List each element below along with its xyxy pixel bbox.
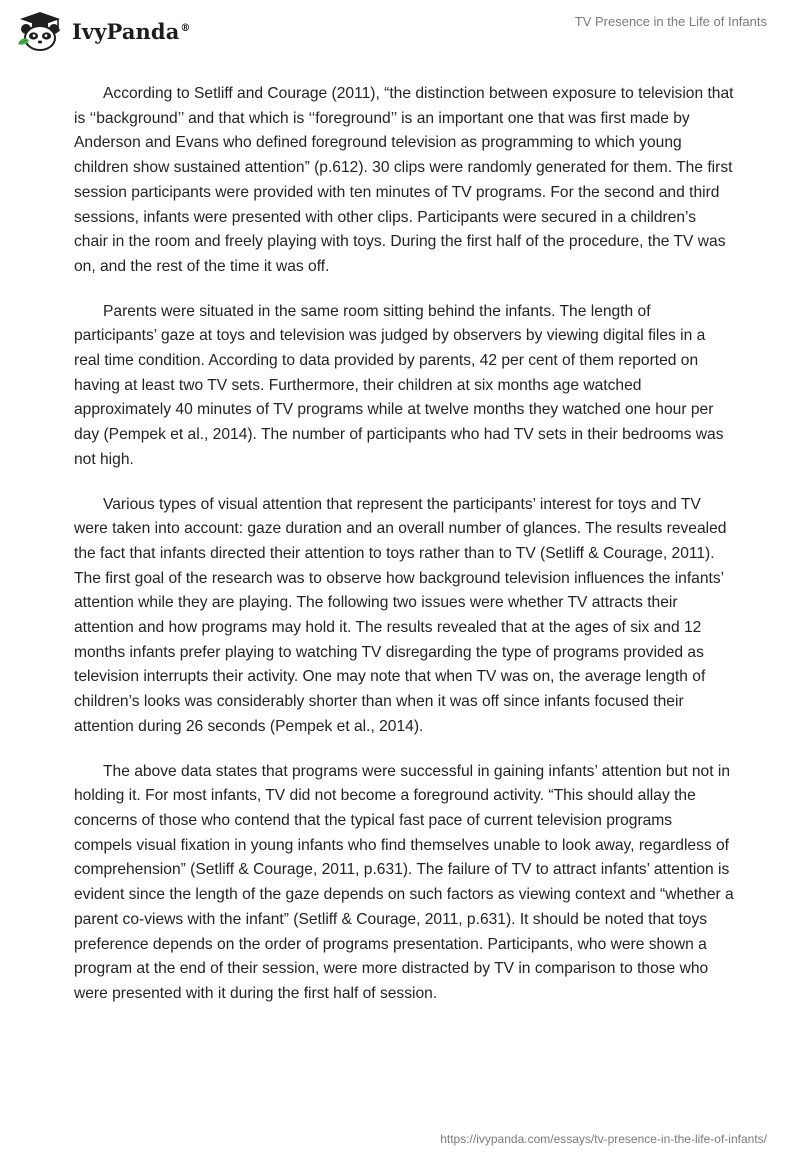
document-title: TV Presence in the Life of Infants bbox=[574, 14, 767, 29]
essay-body bbox=[74, 82, 734, 1027]
paragraph: Parents were situated in the same room sitting behind the infants. The length of participants’ gaze at toys and television was judged by observers by viewing digital files in a real time condition. According to data provided by parents, 42 per cent of them reported on having at least two TV sets. Furthermore, their children at six months age watched approximately 40 minutes of TV programs while at twelve months they watched one hour per day (Pempek et al., 2014). The number of participants who had TV sets in their bedrooms was not high. bbox=[74, 302, 724, 468]
paragraph: According to Setliff and Courage (2011), “the distinction between exposure to television that is ‘‘background’’ and that which is ‘‘foreground’’ is an important one that was first made by Anderson and Evans who defined foreground television as programming to which young children show sustained attention” (p.612). 30 clips were randomly generated for them. The first session participants were provided with ten minutes of TV programs. For the second and third sessions, infants were presented with other clips. Participants were secured in a children’s chair in the room and freely playing with toys. During the first half of the procedure, the TV was on, and the rest of the time it was off. bbox=[74, 85, 734, 275]
paragraph: The above data states that programs were successful in gaining infants’ attention but not in holding it. For most infants, TV did not become a foreground activity. “This should allay the concerns of those who contend that the typical fast pace of current television programs compels visual fixation in young infants who find themselves unable to look away, regardless of comprehension” (Setliff & Courage, 2011, p.631). The failure of TV to attract infants’ attention is evident since the length of the gaze depends on such factors as viewing context and “whether a parent co-views with the infant” (Setliff & Courage, 2011, p.631). It should be noted that toys preference depends on the order of programs presentation. Participants, who were shown a program at the end of their session, were more distracted by TV in comparison to those who were presented with it during the first half of session. bbox=[74, 762, 734, 1002]
paragraph: Various types of visual attention that represent the participants’ interest for toys and TV were taken into account: gaze duration and an overall number of glances. The results revealed the fact that infants directed their attention to toys rather than to TV (Setliff & Courage, 2011). The first goal of the research was to observe how background television influences the infants’ attention while they are playing. The following two issues were whether TV attracts their attention and how programs may hold it. The results revealed that at the ages of six and 12 months infants prefer playing to watching TV disregarding the type of programs provided as television interrupts their activity. One may note that when TV was on, the average length of children’s looks was considerably shorter than when it was off since infants focused their attention during 26 seconds (Pempek et al., 2014). bbox=[74, 495, 727, 735]
brand-registered-mark: ® bbox=[180, 22, 191, 34]
panda-graduate-icon bbox=[14, 10, 66, 52]
page-header bbox=[0, 0, 800, 60]
source-url[interactable]: https://ivypanda.com/essays/tv-presence-in-the-life-of-infants/ bbox=[440, 1132, 767, 1146]
brand-name-text: IvyPanda bbox=[72, 18, 180, 44]
ivypanda-logo[interactable] bbox=[14, 10, 191, 52]
brand-name bbox=[72, 19, 191, 44]
